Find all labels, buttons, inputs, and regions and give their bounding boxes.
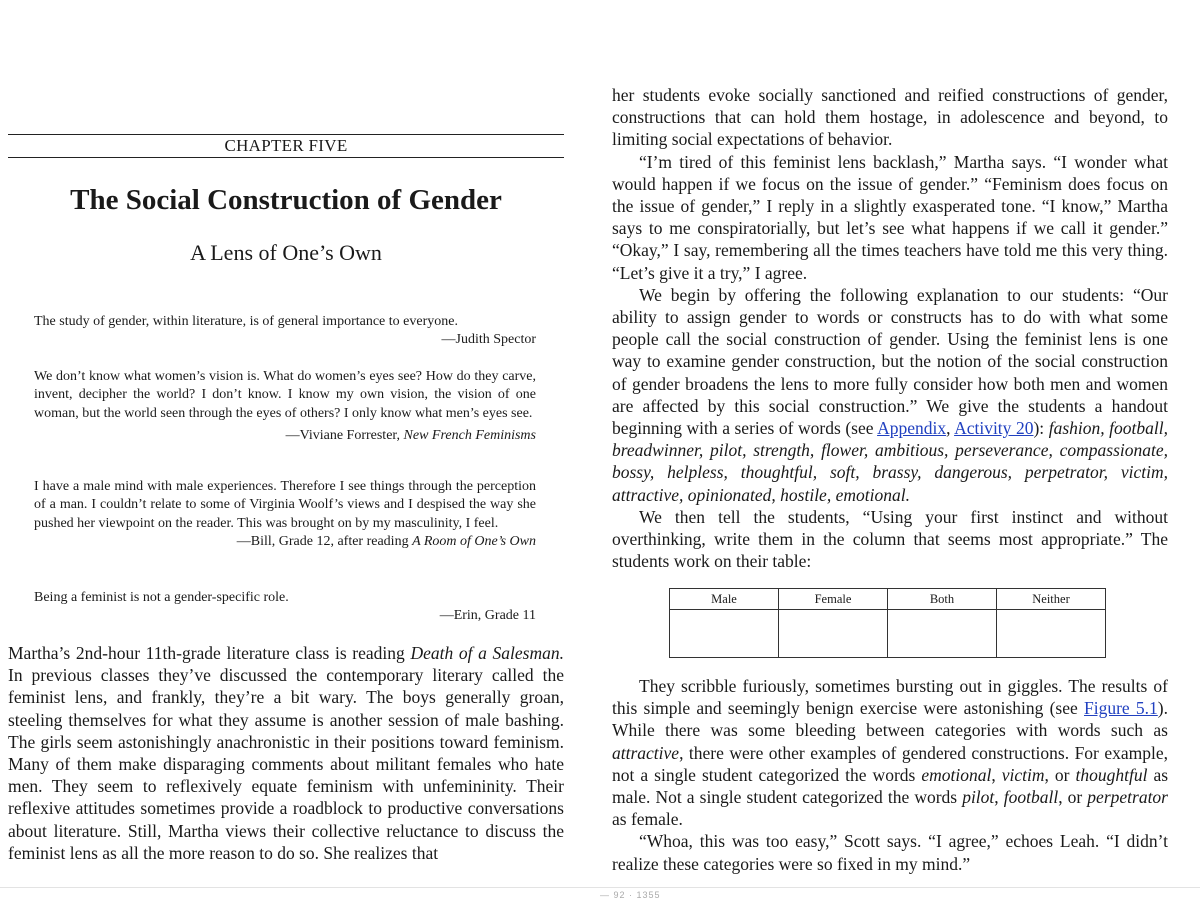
paragraph: “Whoa, this was too easy,” Scott says. “I agree,” echoes Leah. “I didn’t realize these categories were so fixed in my mind.” — [612, 831, 1168, 874]
chapter-title: The Social Construction of Gender — [70, 184, 502, 216]
epigraph-attribution: —Viviane Forrester, New French Feminisms — [285, 428, 536, 444]
epigraph-attribution: —Judith Spector — [441, 332, 536, 348]
left-body-text — [8, 642, 564, 864]
right-page — [580, 0, 1200, 898]
column-header-female: Female — [779, 589, 888, 610]
table-cell — [997, 610, 1106, 658]
right-body-text-bottom — [612, 675, 1168, 875]
column-header-both: Both — [888, 589, 997, 610]
paragraph: We begin by offering the following explanation to our students: “Our ability to assign gender to words or constructs has to do with what some people call the social construction of gender. Using the feminist lens is one way to examine gender construction, but the notion of the social construction of gender broadens the lens to more fully consider how both men and women are affected by this social construction.” We give the students a handout beginning with a series of words (see Appendix, Activity 20): fashion, football, breadwinner, pilot, strength, flower, ambitious, perseverance, compassionate, bossy, helpless, thoughtful, soft, brassy, dangerous, perpetrator, victim, attractive, opinionated, hostile, emotional. — [612, 284, 1168, 505]
epigraph-3 — [34, 478, 536, 552]
table-row — [670, 610, 1106, 658]
epigraph-4 — [34, 589, 536, 626]
epigraph-2 — [34, 368, 536, 446]
gender-word-table — [669, 588, 1106, 658]
table-cell — [779, 610, 888, 658]
table-cell — [888, 610, 997, 658]
paragraph: They scribble furiously, sometimes bursting out in giggles. The results of this simple and seemingly benign exercise were astonishing (see Figure 5.1). While there was some bleeding between categories with words such as attractive, there were other examples of gendered constructions. For example, not a single student categorized the words emotional, victim, or thoughtful as male. Not a single student categorized the words pilot, football, or perpetrator as female. — [612, 676, 1169, 830]
table-header-row — [670, 589, 1106, 610]
epigraph-quote: Being a feminist is not a gender-specific role. — [34, 590, 289, 605]
chapter-label: CHAPTER FIVE — [224, 136, 348, 155]
chapter-bottom-rule — [8, 157, 564, 158]
epigraph-attribution: —Erin, Grade 11 — [439, 608, 536, 624]
column-header-male: Male — [670, 589, 779, 610]
activity-20-link[interactable]: Activity 20 — [954, 418, 1034, 439]
paragraph: We then tell the students, “Using your first instinct and without overthinking, write them in the column that seems most appropriate.” The students work on their table: — [612, 506, 1168, 572]
chapter-subtitle: A Lens of One’s Own — [190, 240, 382, 265]
epigraph-1 — [34, 313, 536, 350]
page-bottom-divider — [0, 887, 1200, 888]
paragraph: “I’m tired of this feminist lens backlash,” Martha says. “I wonder what would happen if we focus on the issue of gender.” “Feminism does focus on the issue of gender,” I reply in a slightly exasperated tone. “I know,” Martha says to me conspiratorially, but let’s see what happens if we call it gender.” “Okay,” I say, remembering all the times teachers have told me this very thing. “Let’s give it a try,” I agree. — [612, 151, 1168, 283]
epigraph-quote: The study of gender, within literature, is of general importance to everyone. — [34, 314, 458, 329]
epigraph-quote: We don’t know what women’s vision is. What do women’s eyes see? How do they carve, invent, decipher the world? I don’t know. I know my own vision, the vision of one woman, but the world seen through the eyes of others? I only know what men’s eyes see. — [34, 369, 536, 421]
epigraph-attribution: —Bill, Grade 12, after reading A Room of One’s Own — [236, 534, 536, 550]
paragraph: her students evoke socially sanctioned and reified constructions of gender, constructions that can hold them hostage, in adolescence and beyond, to limiting social expectations of behavior. — [612, 85, 1168, 150]
column-header-neither: Neither — [997, 589, 1106, 610]
epigraph-quote: I have a male mind with male experiences. Therefore I see things through the perception of a man. I couldn’t relate to some of Virginia Woolf’s views and I despised the way she pushed her viewpoint on the reader. This was brought on by my masculinity, I feel. — [34, 479, 536, 531]
left-page — [0, 0, 580, 898]
right-body-text-top — [612, 84, 1168, 572]
figure-5-1-link[interactable]: Figure 5.1 — [1084, 698, 1158, 719]
table-cell — [670, 610, 779, 658]
page-footer-mark: — 92 · 1355 — [600, 890, 661, 900]
paragraph: Martha’s 2nd-hour 11th-grade literature class is reading Death of a Salesman. In previous classes they’ve discussed the contemporary literary called the feminist lens, and frankly, they’re a bit wary. The boys generally groan, steeling themselves for what they assume is another session of male bashing. The girls seem astonishingly anachronistic in their positions toward feminism. Many of them make disparaging comments about militant females who hate men. They seem to reflexively equate feminism with unfemininity. Their reflexive attitudes sometimes provide a roadblock to productive conversations about literature. Still, Martha views their collective reluctance to discuss the feminist lens as all the more reason to do so. She realizes that — [8, 643, 564, 863]
chapter-top-rule — [8, 134, 564, 135]
appendix-link[interactable]: Appendix — [877, 418, 947, 439]
